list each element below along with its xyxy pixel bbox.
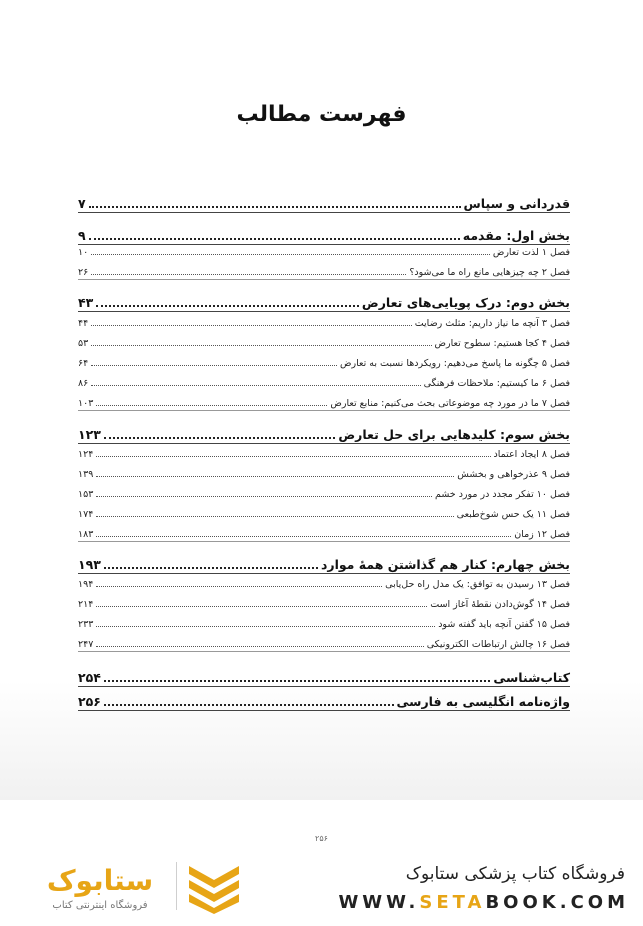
toc-entry-label: کتاب‌شناسی	[493, 670, 570, 685]
dot-leader	[104, 704, 394, 706]
toc-entry-label: فصل ۱۱ یک حس شوخ‌طبعی	[456, 509, 570, 520]
store-logo-text: ستابوک	[46, 864, 154, 897]
toc-entry-label: فصل ۸ ایجاد اعتماد	[493, 449, 570, 460]
separator-line	[78, 410, 570, 411]
toc-chapter-row	[78, 486, 570, 500]
dot-leader	[96, 626, 435, 627]
toc-chapter-row	[78, 596, 570, 610]
dot-leader	[96, 405, 327, 406]
store-url-link[interactable]	[338, 892, 629, 913]
toc-section-row	[78, 193, 570, 211]
url-prefix: WWW.	[338, 892, 420, 913]
toc-entry-page: ۱۸۳	[78, 529, 94, 540]
toc-entry-label: بخش سوم: کلیدهایی برای حل تعارض	[338, 427, 570, 442]
page-title: فهرست مطالب	[236, 102, 407, 127]
toc-entry-page: ۲۴۷	[78, 639, 94, 650]
toc-entry-label: بخش چهارم: کنار هم گذاشتن همهٔ موارد	[320, 557, 570, 572]
toc-chapter-row	[78, 466, 570, 480]
separator-line	[78, 573, 570, 574]
separator-line	[78, 651, 570, 652]
toc-entry-label: فصل ۱۲ زمان	[514, 529, 570, 540]
toc-entry-page: ۱۹۳	[78, 557, 101, 572]
dot-leader	[104, 437, 335, 439]
logo-divider	[176, 862, 177, 910]
dot-leader	[91, 274, 406, 275]
dot-leader	[104, 680, 490, 682]
dot-leader	[96, 606, 427, 607]
toc-entry-page: ۱۳۹	[78, 469, 94, 480]
toc-section-row	[78, 225, 570, 243]
toc-entry-page: ۱۲۴	[78, 449, 94, 460]
toc-section-row	[78, 667, 570, 685]
toc-chapter-row	[78, 335, 570, 349]
toc-entry-page: ۲۱۴	[78, 599, 94, 610]
toc-chapter-row	[78, 395, 570, 409]
toc-entry-label: قدردانی و سپاس	[463, 196, 570, 211]
page-number-marker: ۲۵۶	[315, 834, 328, 843]
dot-leader	[96, 305, 359, 307]
toc-entry-page: ۱۹۴	[78, 579, 94, 590]
dot-leader	[91, 345, 431, 346]
toc-entry-label: فصل ۱۳ رسیدن به توافق: یک مدل راه حل‌یابی	[385, 579, 570, 590]
toc-entry-label: بخش دوم: درک پویایی‌های تعارض	[361, 295, 570, 310]
dot-leader	[96, 646, 423, 647]
toc-section-row	[78, 554, 570, 572]
chevron-stack-icon	[184, 860, 244, 914]
dot-leader	[91, 254, 490, 255]
dot-leader	[96, 586, 382, 587]
toc-entry-label: فصل ۵ چگونه ما پاسخ می‌دهیم: رویکردها نسبت به تعارض	[340, 358, 570, 369]
toc-entry-label: فصل ۱۶ چالش ارتباطات الکترونیکی	[426, 639, 570, 650]
toc-entry-page: ۶۴	[78, 358, 89, 369]
dot-leader	[91, 325, 411, 326]
toc-section-row	[78, 424, 570, 442]
toc-chapter-row	[78, 355, 570, 369]
toc-entry-page: ۱۲۳	[78, 427, 101, 442]
toc-entry-page: ۱۰	[78, 247, 89, 258]
separator-line	[78, 311, 570, 312]
toc-entry-page: ۲۵۴	[78, 670, 101, 685]
dot-leader	[96, 456, 490, 457]
toc-entry-label: فصل ۱۰ تفکر مجدد در مورد خشم	[435, 489, 570, 500]
toc-entry-label: فصل ۴ کجا هستیم: سطوح تعارض	[434, 338, 570, 349]
toc-chapter-row	[78, 244, 570, 258]
toc-entry-page: ۹	[78, 228, 86, 243]
toc-chapter-row	[78, 526, 570, 540]
toc-chapter-row	[78, 576, 570, 590]
toc-entry-page: ۲۶	[78, 267, 89, 278]
dot-leader	[96, 496, 432, 497]
toc-entry-label: بخش اول: مقدمه	[462, 228, 570, 243]
toc-entry-label: فصل ۶ ما کیستیم: ملاحظات فرهنگی	[423, 378, 570, 389]
toc-chapter-row	[78, 506, 570, 520]
separator-line	[78, 443, 570, 444]
toc-entry-label: فصل ۷ ما در مورد چه موضوعاتی بحث می‌کنیم: منابع تعارض	[330, 398, 570, 409]
toc-entry-page: ۵۳	[78, 338, 89, 349]
toc-entry-label: فصل ۳ آنچه ما نیاز داریم: مثلث رضایت	[414, 318, 570, 329]
dot-leader	[91, 365, 337, 366]
toc-entry-label: فصل ۹ عذرخواهی و بخشش	[457, 469, 570, 480]
toc-entry-page: ۱۰۳	[78, 398, 94, 409]
toc-chapter-row	[78, 315, 570, 329]
toc-section-row	[78, 292, 570, 310]
separator-line	[78, 686, 570, 687]
toc-entry-page: ۴۳	[78, 295, 94, 310]
toc-chapter-row	[78, 616, 570, 630]
url-suffix: BOOK.COM	[485, 892, 629, 913]
url-accent: SETA	[419, 892, 486, 913]
dot-leader	[89, 238, 460, 240]
toc-entry-page: ۸۶	[78, 378, 89, 389]
toc-chapter-row	[78, 446, 570, 460]
toc-entry-label: فصل ۱۵ گفتن آنچه باید گفته شود	[438, 619, 570, 630]
toc-entry-label: واژه‌نامه انگلیسی به فارسی	[396, 694, 570, 709]
toc-section-row	[78, 691, 570, 709]
dot-leader	[96, 516, 453, 517]
dot-leader	[89, 206, 461, 208]
toc-entry-page: ۱۵۳	[78, 489, 94, 500]
separator-line	[78, 212, 570, 213]
toc-entry-page: ۴۴	[78, 318, 89, 329]
store-banner	[0, 852, 643, 926]
dot-leader	[91, 385, 420, 386]
store-logo-subtitle: فروشگاه اینترنتی کتاب	[52, 900, 148, 911]
toc-chapter-row	[78, 636, 570, 650]
toc-chapter-row	[78, 375, 570, 389]
separator-line	[78, 710, 570, 711]
separator-line	[78, 279, 570, 280]
dot-leader	[96, 536, 511, 537]
toc-entry-page: ۱۷۴	[78, 509, 94, 520]
separator-line	[78, 541, 570, 542]
toc-entry-page: ۲۵۶	[78, 694, 101, 709]
toc-entry-page: ۲۳۳	[78, 619, 94, 630]
toc-entry-page: ۷	[78, 196, 86, 211]
store-name: فروشگاه کتاب پزشکی ستابوک	[405, 864, 625, 884]
toc-entry-label: فصل ۱۴ گوش‌دادن نقطهٔ آغاز است	[430, 599, 570, 610]
dot-leader	[104, 567, 318, 569]
toc-entry-label: فصل ۲ چه چیزهایی مانع راه ما می‌شود؟	[409, 267, 570, 278]
dot-leader	[96, 476, 454, 477]
toc-chapter-row	[78, 264, 570, 278]
toc-entry-label: فصل ۱ لذت تعارض	[492, 247, 570, 258]
